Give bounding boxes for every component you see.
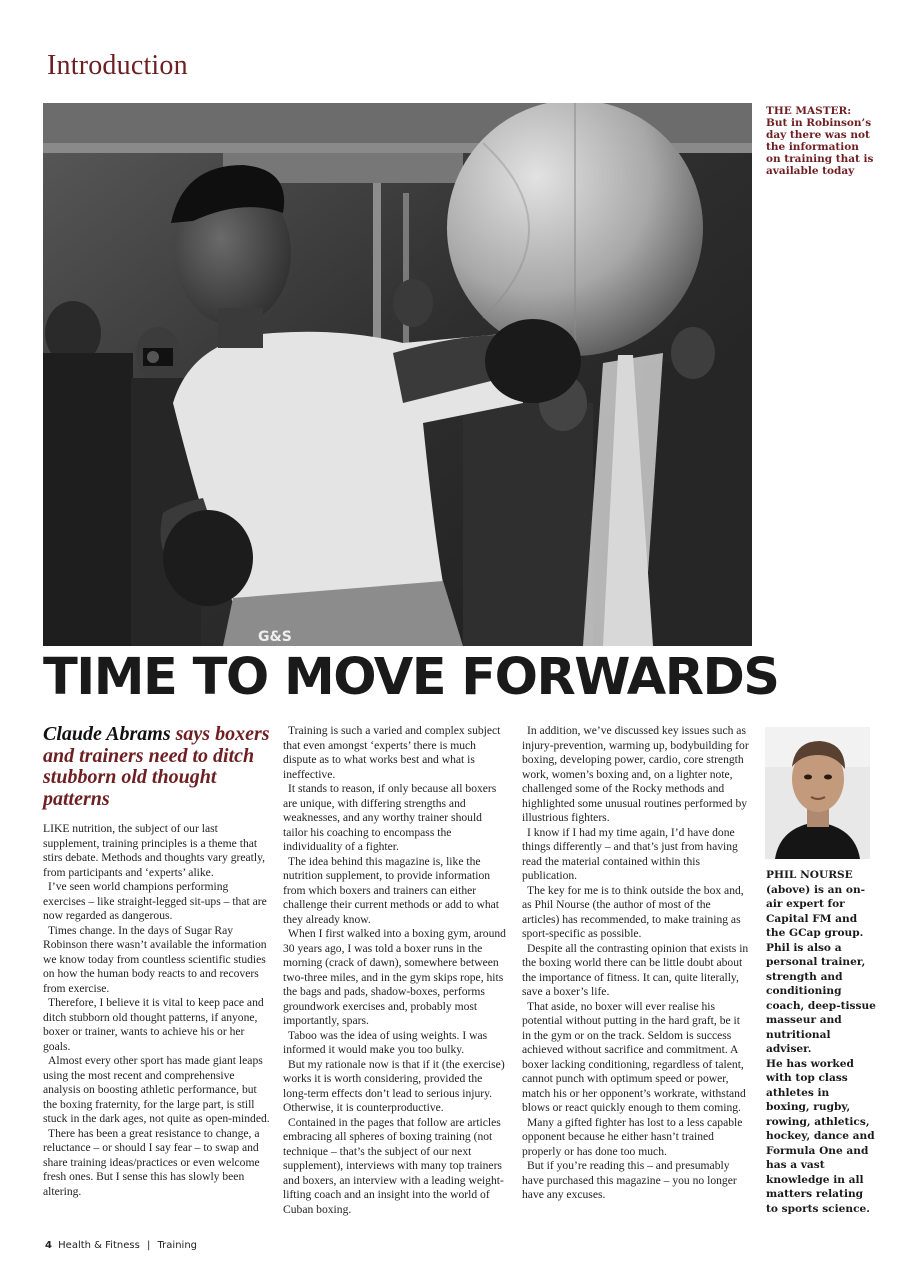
shorts-text: G&S <box>258 629 292 645</box>
paragraph: I’ve seen world champions performing exercises – like straight-legged sit-ups – that are now regarded as dangerous. <box>43 880 267 922</box>
section-name: Training <box>157 1240 198 1251</box>
standfirst-text: says boxers and trainers need to ditch stubborn old thought patterns <box>43 723 270 810</box>
footer-separator: | <box>146 1240 151 1251</box>
standfirst-author: Claude Abrams <box>43 723 171 745</box>
paragraph: When I first walked into a boxing gym, around 30 years ago, I was told a boxer runs in the morning (crack of dawn), somewhere between two-three miles, and in the gym skips rope, hits the bags and pads, shadow-boxes, performs groundwork exercises and, probably most importantly, spars. <box>283 927 506 1027</box>
photo-caption: THE MASTER: But in Robinson’s day there was not the information on training that is available today <box>766 105 874 177</box>
bio-paragraph: PHIL NOURSE (above) is an on-air expert for Capital FM and the GCap group. Phil is also a personal trainer, strength and conditioning coach, deep-tissue masseur and nutritional adviser. <box>766 869 876 1055</box>
paragraph: Almost every other sport has made giant leaps using the most recent and comprehensive analysis on boosting athletic performance, but the boxing fraternity, for the large part, is still stuck in the dark ages, not quite as open-minded. <box>43 1054 270 1125</box>
paragraph: But my rationale now is that if it (the exercise) works it is worth considering, provided the long-term effects don’t lead to serious injury. Otherwise, it is counterproductive. <box>283 1057 505 1114</box>
paragraph: Training is such a varied and complex subject that even amongst ‘experts’ there is much dispute as to what works best and what is ineffective. <box>283 724 501 781</box>
paragraph: That aside, no boxer will ever realise his potential without putting in the hard graft, be it in the gym or on the track. Seldom is success achieved without sacrifice and commitment. A boxer lacking conditioning, regardless of talent, cannot punch with optimum speed or power, match his or her opponent’s workrate, withstand blows or react quickly enough to them coming. <box>522 999 746 1114</box>
standfirst <box>43 724 271 810</box>
paragraph: I know if I had my time again, I’d have done things differently – and that’s just from having read the material contained within this publication. <box>522 825 738 882</box>
paragraph: Many a gifted fighter has lost to a less capable opponent because he either hasn’t trained properly or has done too much. <box>522 1115 743 1158</box>
page-footer <box>45 1240 197 1251</box>
article-column-3 <box>522 724 750 1203</box>
paragraph: There has been a great resistance to change, a reluctance – or should I say fear – to swap and share training ideas/practices or even welcome fresh ones. But I sense this has slowly been altering. <box>43 1126 260 1198</box>
publication-name: Health & Fitness <box>58 1240 140 1251</box>
paragraph: Despite all the contrasting opinion that exists in the boxing world there can be little doubt about the importance of fitness. It can, quite literally, save a boxer’s life. <box>522 941 749 998</box>
page-number: 4 <box>45 1240 52 1251</box>
paragraph: It stands to reason, if only because all boxers are unique, with differing strengths and weaknesses, and any worthy trainer should tailor his coaching to encompass the individuality of a fighter. <box>283 782 497 853</box>
boxer-photo <box>43 103 752 646</box>
paragraph: Times change. In the days of Sugar Ray Robinson there wasn’t available the information we know today from countless scientific studies on how the human body reacts to and recovers from exercise. <box>43 923 267 995</box>
author-portrait <box>765 727 870 859</box>
paragraph: Contained in the pages that follow are articles embracing all spheres of boxing training (not technique – that’s the subject of our next supplement), interviews with many top trainers and boxers, an interview with a leading weight-lifting coach and an insight into the world of Cuban boxing. <box>283 1115 504 1216</box>
paragraph: Therefore, I believe it is vital to keep pace and ditch stubborn old thought patterns, if anyone, boxer or trainer, wants to achieve his or her goals. <box>43 996 264 1053</box>
paragraph: The idea behind this magazine is, like the nutrition supplement, to provide information from which boxers and trainers can either challenge their current methods or add to what they already know. <box>283 854 500 926</box>
article-column-1 <box>43 724 271 1199</box>
paragraph: LIKE nutrition, the subject of our last supplement, training principles is a theme that stirs debate. Methods and thoughts vary greatly, from participants and ‘experts’ alike. <box>43 822 266 879</box>
headline: TIME TO MOVE FORWARDS <box>43 648 779 707</box>
paragraph: In addition, we’ve discussed key issues such as injury-prevention, warming up, bodybuilding for boxing, developing power, cardio, core strength work, women’s boxing and, on a lighter note, challenged some of the Rocky methods and highlighted some unusual routines performed by illustrious fighters. <box>522 724 749 824</box>
author-bio <box>766 868 876 1216</box>
paragraph: Taboo was the idea of using weights. I was informed it would make you too bulky. <box>283 1028 488 1056</box>
bio-paragraph: He has worked with top class athletes in boxing, rugby, rowing, athletics, hockey, dance and Formula One and has a vast knowledge in all matters relating to sports science. <box>766 1057 875 1215</box>
article-column-2 <box>283 724 508 1217</box>
section-label: Introduction <box>47 50 188 81</box>
paragraph: But if you’re reading this – and presumably have purchased this magazine – you no longer have any excuses. <box>522 1159 737 1201</box>
paragraph: The key for me is to think outside the box and, as Phil Nourse (the author of most of the articles) has recommended, to make training as sport-specific as possible. <box>522 883 744 940</box>
